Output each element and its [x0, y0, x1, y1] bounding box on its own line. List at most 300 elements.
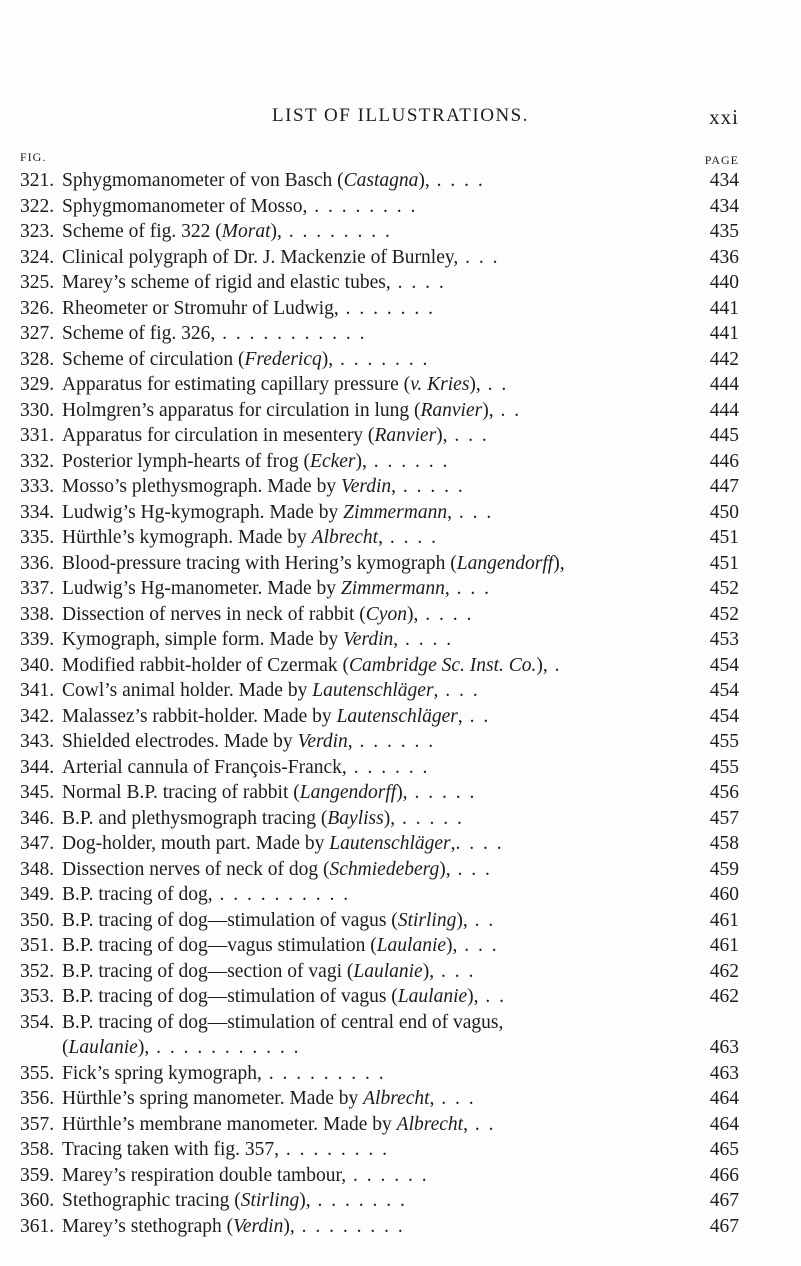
- fig-title: [62, 857, 492, 883]
- fig-title-text: ,: [450, 833, 456, 854]
- list-item: [0, 908, 801, 934]
- leader-dots: . . . .: [382, 527, 438, 548]
- fig-title-text: Blood-pressure tracing with Hering’s kymograph (: [62, 552, 457, 574]
- fig-title-text: ),: [355, 450, 367, 472]
- fig-title-italic: Verdin: [233, 1215, 284, 1237]
- list-item: [0, 1010, 801, 1036]
- page-ref: 445: [709, 425, 739, 446]
- leader-dots: . . . .: [398, 629, 454, 650]
- leader-dots: . . . . . . . .: [294, 1215, 405, 1237]
- fig-title-italic: Schmiedeberg: [329, 858, 440, 880]
- leader-dots: . . .: [434, 1088, 476, 1109]
- fig-number: 358.: [20, 1139, 55, 1160]
- fig-title-text: ),: [422, 960, 435, 982]
- fig-title-italic: Verdin: [340, 476, 392, 497]
- fig-title-italic: Bayliss: [327, 807, 384, 829]
- leader-dots: . .: [462, 705, 491, 727]
- fig-title-italic: Lautenschläger: [312, 680, 434, 701]
- fig-number: 347.: [20, 833, 55, 854]
- fig-title-text: ),: [418, 170, 430, 191]
- fig-number: 333.: [20, 476, 55, 497]
- fig-title-text: ),: [270, 221, 282, 242]
- fig-title: [62, 678, 480, 704]
- page-ref: 463: [709, 1037, 739, 1058]
- page-ref: 444: [709, 374, 739, 395]
- page-ref: 444: [709, 399, 739, 421]
- list-item: [0, 219, 801, 245]
- fig-title-text: Scheme of fig. 326,: [62, 323, 216, 344]
- fig-title-italic: Laulanie: [376, 935, 447, 956]
- fig-title-text: ),: [456, 909, 468, 931]
- fig-title: [62, 551, 565, 577]
- fig-title-text: Clinical polygraph of Dr. J. Mackenzie of Burnley,: [62, 246, 459, 268]
- fig-title: [62, 959, 475, 985]
- leader-dots: . . . . . . . . . .: [212, 884, 351, 905]
- leader-dots: . . .: [457, 935, 499, 956]
- fig-title-italic: Laulanie: [397, 986, 468, 1007]
- fig-title-text: Dissection nerves of neck of dog (: [62, 858, 330, 880]
- page-ref: 459: [709, 858, 739, 880]
- list-item: [0, 1137, 801, 1163]
- fig-title-text: Mosso’s plethysmograph. Made by: [62, 476, 341, 497]
- column-headings: [0, 150, 801, 170]
- fig-number: 338.: [20, 603, 55, 625]
- fig-title-italic: Zimmermann: [343, 501, 448, 523]
- list-item: [0, 678, 801, 704]
- leader-dots: . . . . .: [395, 807, 464, 829]
- fig-title-text: Apparatus for circulation in mesentery (: [62, 425, 375, 446]
- fig-title: [62, 729, 435, 755]
- fig-title: [62, 372, 508, 398]
- page-ref: 453: [709, 629, 739, 650]
- leader-dots: . . . . . . . .: [307, 195, 418, 217]
- list-item: [0, 1086, 801, 1112]
- page-ref: 458: [709, 833, 739, 854]
- fig-number: 350.: [20, 909, 55, 931]
- fig-title-italic: Ranvier: [374, 425, 437, 446]
- leader-dots: . . .: [438, 680, 480, 701]
- fig-number: 336.: [20, 552, 55, 574]
- fig-title: [62, 500, 493, 526]
- fig-number: 348.: [20, 858, 55, 880]
- leader-dots: . . . . . . . . .: [261, 1062, 386, 1084]
- fig-number: 354.: [20, 1011, 55, 1033]
- fig-title-text: B.P. tracing of dog—stimulation of central end of vagus,: [62, 1011, 504, 1033]
- list-item: [0, 449, 801, 475]
- fig-number: 343.: [20, 731, 55, 752]
- list-item: [0, 1112, 801, 1138]
- fig-number: 355.: [20, 1062, 55, 1084]
- page-ref: 467: [709, 1215, 739, 1237]
- page-column-heading: PAGE: [704, 153, 739, 167]
- fig-title-text: ),: [406, 603, 419, 625]
- fig-title-italic: Castagna: [343, 170, 419, 191]
- list-item: [0, 372, 801, 398]
- list-item: [0, 296, 801, 322]
- fig-title-text: Posterior lymph-hearts of frog (: [62, 450, 311, 472]
- fig-title-italic: Albrecht: [363, 1088, 430, 1109]
- fig-title-text: ),: [553, 552, 565, 574]
- fig-title: [62, 831, 504, 857]
- leader-dots: . . . . . . .: [310, 1190, 407, 1211]
- fig-title-text: Sphygmomanometer of von Basch (: [62, 170, 344, 191]
- fig-title-text: ),: [299, 1190, 311, 1211]
- fig-number: 345.: [20, 782, 55, 803]
- fig-title-text: Dissection of nerves in neck of rabbit (: [62, 603, 366, 625]
- list-item: [0, 959, 801, 985]
- list-item: [0, 857, 801, 883]
- fig-title: [62, 908, 495, 934]
- fig-title-text: Marey’s scheme of rigid and elastic tubes,: [62, 272, 391, 293]
- leader-dots: . . . .: [429, 170, 485, 191]
- fig-title-text: ),: [321, 348, 334, 370]
- fig-number: 325.: [20, 272, 55, 293]
- fig-title: [62, 984, 506, 1010]
- fig-title-italic: Albrecht: [311, 527, 379, 548]
- leader-dots: . .: [478, 986, 507, 1007]
- fig-title-italic: Albrecht: [396, 1113, 464, 1135]
- page-ref: 434: [709, 195, 739, 217]
- fig-column-heading: FIG.: [20, 150, 47, 164]
- page-ref: 436: [709, 246, 739, 268]
- page-ref: 450: [709, 501, 739, 523]
- leader-dots: . . . .: [390, 272, 446, 293]
- fig-title: [62, 1214, 405, 1240]
- fig-title: [62, 704, 490, 730]
- leader-dots: . . . . . . . . . . .: [215, 323, 367, 344]
- fig-title: [62, 296, 435, 322]
- fig-number: 326.: [20, 297, 55, 319]
- fig-title-text: Ludwig’s Hg-kymograph. Made by: [62, 501, 344, 523]
- fig-title-text: Holmgren’s apparatus for circulation in lung (: [62, 399, 421, 421]
- fig-title-text: Tracing taken with fig. 357,: [62, 1139, 280, 1160]
- page-ref: 464: [709, 1113, 739, 1135]
- fig-title: [62, 398, 521, 424]
- fig-number: 329.: [20, 374, 55, 395]
- list-item: [0, 755, 801, 781]
- fig-number: 342.: [20, 705, 55, 727]
- fig-title-text: B.P. tracing of dog—section of vagi (: [62, 960, 354, 982]
- page-ref: 451: [709, 552, 739, 574]
- fig-number: 356.: [20, 1088, 55, 1109]
- list-item: [0, 1035, 801, 1061]
- page-ref: 456: [709, 782, 739, 803]
- fig-title: [62, 602, 473, 628]
- leader-dots: . . .: [449, 578, 492, 599]
- leader-dots: . . .: [451, 501, 494, 523]
- fig-title-text: ),: [482, 399, 494, 421]
- page-ref: 460: [709, 884, 739, 905]
- leader-dots: . . . . .: [407, 782, 477, 803]
- list-item: [0, 933, 801, 959]
- fig-title: [62, 423, 489, 449]
- leader-dots: . . . . . . . .: [281, 221, 392, 242]
- fig-title: [62, 474, 465, 500]
- fig-title-text: ),: [536, 654, 548, 676]
- fig-title-text: Fick’s spring kymograph,: [62, 1062, 262, 1084]
- fig-number: 359.: [20, 1164, 55, 1186]
- fig-number: 324.: [20, 246, 55, 268]
- page-ref: 454: [709, 680, 739, 701]
- fig-number: 341.: [20, 680, 55, 701]
- fig-title-text: (: [62, 1037, 69, 1058]
- fig-number: 361.: [20, 1215, 55, 1237]
- fig-number: 351.: [20, 935, 55, 956]
- fig-title-text: ,: [347, 731, 353, 752]
- fig-title-italic: Verdin: [297, 731, 348, 752]
- fig-title-text: ),: [439, 858, 451, 880]
- leader-dots: . . . .: [455, 833, 504, 854]
- fig-number: 332.: [20, 450, 55, 472]
- fig-title: [62, 1061, 386, 1087]
- fig-title: [62, 1112, 495, 1138]
- fig-title-text: B.P. and plethysmograph tracing (: [62, 807, 328, 829]
- fig-title-text: Shielded electrodes. Made by: [62, 731, 298, 752]
- page-ref: 447: [709, 476, 739, 497]
- fig-title-italic: Stirling: [240, 1190, 300, 1211]
- fig-title: [62, 653, 562, 679]
- leader-dots: . . . . . .: [346, 1164, 429, 1186]
- list-item: [0, 423, 801, 449]
- fig-title-italic: Laulanie: [353, 960, 423, 982]
- page-ref: 454: [709, 705, 739, 727]
- fig-title-text: Hürthle’s kymograph. Made by: [62, 527, 312, 548]
- fig-number: 357.: [20, 1113, 55, 1135]
- list-item: [0, 168, 801, 194]
- page-ref: 434: [709, 170, 739, 191]
- fig-number: 346.: [20, 807, 55, 829]
- fig-title-text: B.P. tracing of dog,: [62, 884, 213, 905]
- list-item: [0, 1163, 801, 1189]
- page-ref: 461: [709, 909, 739, 931]
- leader-dots: . .: [493, 399, 522, 421]
- list-item: [0, 806, 801, 832]
- fig-title-text: B.P. tracing of dog—vagus stimulation (: [62, 935, 377, 956]
- fig-title-text: ),: [436, 425, 448, 446]
- page-ref: 467: [709, 1190, 739, 1211]
- fig-number: 344.: [20, 756, 55, 778]
- list-item: [0, 831, 801, 857]
- list-item: [0, 525, 801, 551]
- page-ref: 446: [709, 450, 739, 472]
- list-item: [0, 729, 801, 755]
- fig-title-text: Marey’s respiration double tambour,: [62, 1164, 347, 1186]
- fig-number: 334.: [20, 501, 55, 523]
- fig-title-text: ,: [391, 476, 397, 497]
- fig-title: [62, 347, 429, 373]
- fig-number: 328.: [20, 348, 55, 370]
- illustration-list: [0, 168, 801, 1239]
- page-ref: 457: [709, 807, 739, 829]
- list-item: [0, 321, 801, 347]
- fig-title: [62, 1188, 407, 1214]
- fig-number: 330.: [20, 399, 55, 421]
- fig-title: [62, 1163, 429, 1189]
- fig-title: [62, 1010, 503, 1036]
- fig-title-italic: Zimmermann: [340, 578, 445, 599]
- fig-title-text: B.P. tracing of dog—stimulation of vagus (: [62, 909, 398, 931]
- list-item: [0, 1188, 801, 1214]
- fig-title-italic: v. Kries: [410, 374, 470, 395]
- page-ref: 464: [709, 1088, 739, 1109]
- list-item: [0, 627, 801, 653]
- fig-title: [62, 168, 485, 194]
- fig-title-italic: Laulanie: [68, 1037, 138, 1058]
- fig-title-text: Sphygmomanometer of Mosso,: [62, 195, 308, 217]
- fig-title-text: ,: [378, 527, 383, 548]
- fig-title: [62, 933, 499, 959]
- fig-title-text: Ludwig’s Hg-manometer. Made by: [62, 578, 341, 599]
- fig-number: 323.: [20, 221, 55, 242]
- fig-title-text: Arterial cannula of François-Franck,: [62, 756, 347, 778]
- fig-number: 339.: [20, 629, 55, 650]
- list-item: [0, 551, 801, 577]
- leader-dots: . . . . .: [396, 476, 465, 497]
- fig-title-text: ,: [463, 1113, 468, 1135]
- page-ref: 455: [709, 756, 739, 778]
- fig-title-text: Scheme of fig. 322 (: [62, 221, 222, 242]
- fig-title-italic: Lautenschläger: [336, 705, 458, 727]
- fig-title-italic: Morat: [221, 221, 271, 242]
- fig-number: 331.: [20, 425, 55, 446]
- fig-title: [62, 755, 429, 781]
- page-ref: 455: [709, 731, 739, 752]
- fig-title-text: Rheometer or Stromuhr of Ludwig,: [62, 297, 339, 319]
- leader-dots: . . .: [450, 858, 492, 880]
- fig-title-text: Apparatus for estimating capillary pressure (: [62, 374, 411, 395]
- fig-title: [62, 1086, 476, 1112]
- list-item: [0, 576, 801, 602]
- leader-dots: . . .: [447, 425, 489, 446]
- page-ref: 461: [709, 935, 739, 956]
- page-ref: 435: [709, 221, 739, 242]
- fig-title-text: Normal B.P. tracing of rabbit (: [62, 782, 300, 803]
- fig-title-text: Hürthle’s spring manometer. Made by: [62, 1088, 364, 1109]
- leader-dots: . . . . . .: [352, 731, 436, 752]
- page-ref: 451: [709, 527, 739, 548]
- fig-title-text: Scheme of circulation (: [62, 348, 245, 370]
- fig-number: 352.: [20, 960, 55, 982]
- fig-title-italic: Lautenschläger: [329, 833, 451, 854]
- list-item: [0, 474, 801, 500]
- list-item: [0, 270, 801, 296]
- fig-title-text: ,: [393, 629, 399, 650]
- fig-title-italic: Cambridge Sc. Inst. Co.: [349, 654, 537, 676]
- fig-title: [62, 806, 464, 832]
- fig-title: [62, 449, 449, 475]
- fig-title-text: Kymograph, simple form. Made by: [62, 629, 344, 650]
- leader-dots: . . . . . . . . . . .: [149, 1037, 301, 1058]
- fig-title-text: Marey’s stethograph (: [62, 1215, 234, 1237]
- list-item: [0, 704, 801, 730]
- page-ref: 465: [709, 1139, 739, 1160]
- fig-title: [62, 321, 367, 347]
- fig-title-italic: Ranvier: [420, 399, 483, 421]
- leader-dots: .: [547, 654, 562, 676]
- fig-title: [62, 270, 446, 296]
- fig-title-italic: Verdin: [343, 629, 394, 650]
- page-ref: 454: [709, 654, 739, 676]
- page-ref: 462: [709, 986, 739, 1007]
- fig-title: [62, 194, 417, 220]
- fig-number: 327.: [20, 323, 55, 344]
- fig-title-text: Cowl’s animal holder. Made by: [62, 680, 313, 701]
- fig-title-text: Hürthle’s membrane manometer. Made by: [62, 1113, 397, 1135]
- list-item: [0, 882, 801, 908]
- fig-title-text: ),: [283, 1215, 295, 1237]
- fig-title-text: ),: [383, 807, 396, 829]
- leader-dots: . . . . . . . .: [279, 1139, 390, 1160]
- page-ref: 462: [709, 960, 739, 982]
- list-item: [0, 602, 801, 628]
- fig-title-italic: Fredericq: [244, 348, 322, 370]
- fig-title-text: ,: [444, 578, 450, 599]
- list-item: [0, 780, 801, 806]
- leader-dots: . . . .: [418, 603, 474, 625]
- list-item: [0, 1061, 801, 1087]
- fig-title-text: ),: [137, 1037, 150, 1058]
- fig-title-text: Modified rabbit-holder of Czermak (: [62, 654, 349, 676]
- leader-dots: . .: [467, 1113, 496, 1135]
- running-head: [0, 101, 801, 131]
- page-number: xxi: [709, 105, 739, 129]
- list-item: [0, 347, 801, 373]
- fig-title: [62, 1035, 300, 1061]
- list-item: [0, 653, 801, 679]
- fig-title-text: Stethographic tracing (: [62, 1190, 241, 1211]
- fig-title: [62, 219, 392, 245]
- fig-title: [62, 627, 453, 653]
- fig-title-text: ,: [457, 705, 463, 727]
- fig-number: 360.: [20, 1190, 55, 1211]
- page-ref: 452: [709, 603, 739, 625]
- leader-dots: . .: [467, 909, 496, 931]
- fig-title-italic: Cyon: [365, 603, 407, 625]
- list-item: [0, 984, 801, 1010]
- fig-number: 337.: [20, 578, 55, 599]
- page-title: LIST OF ILLUSTRATIONS.: [272, 105, 529, 126]
- fig-title-text: ,: [447, 501, 452, 523]
- fig-title-text: B.P. tracing of dog—stimulation of vagus (: [62, 986, 398, 1007]
- list-item: [0, 500, 801, 526]
- leader-dots: . . . . . . .: [333, 348, 430, 370]
- fig-title-text: ),: [396, 782, 408, 803]
- fig-title-text: ),: [469, 374, 481, 395]
- page-ref: 442: [709, 348, 739, 370]
- fig-number: 353.: [20, 986, 55, 1007]
- page-ref: 463: [709, 1062, 739, 1084]
- list-item: [0, 398, 801, 424]
- leader-dots: . . .: [458, 246, 500, 268]
- fig-title-text: ,: [433, 680, 439, 701]
- leader-dots: . .: [480, 374, 509, 395]
- fig-number: 349.: [20, 884, 55, 905]
- fig-number: 335.: [20, 527, 55, 548]
- fig-title: [62, 525, 438, 551]
- page-ref: 466: [709, 1164, 739, 1186]
- fig-title: [62, 882, 350, 908]
- page-ref: 441: [709, 323, 739, 344]
- fig-title-italic: Langendorff: [299, 782, 397, 803]
- fig-title-text: ),: [467, 986, 479, 1007]
- fig-title-italic: Stirling: [397, 909, 457, 931]
- fig-title-text: Malassez’s rabbit-holder. Made by: [62, 705, 337, 727]
- fig-title: [62, 780, 476, 806]
- list-item: [0, 245, 801, 271]
- page-ref: 452: [709, 578, 739, 599]
- fig-title-text: Dog-holder, mouth part. Made by: [62, 833, 330, 854]
- leader-dots: . . . . . .: [366, 450, 450, 472]
